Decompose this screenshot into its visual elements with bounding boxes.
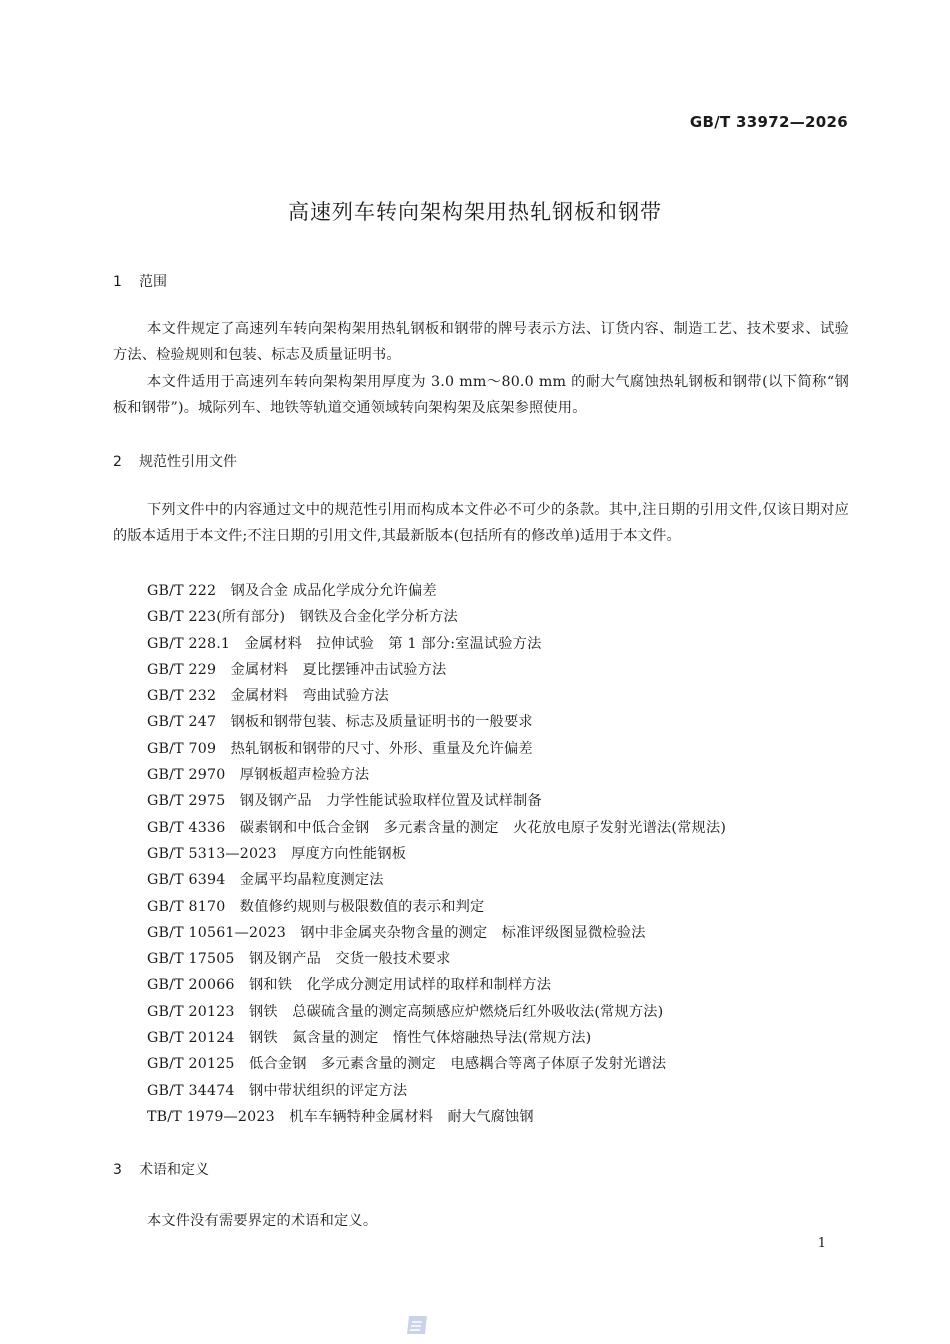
list-item: GB/T 709 热轧钢板和钢带的尺寸、外形、重量及允许偏差 xyxy=(147,740,533,757)
list-item: GB/T 4336 碳素钢和中低合金钢 多元素含量的测定 火花放电原子发射光谱法(常规法) xyxy=(147,819,727,836)
section-number: 2 xyxy=(113,454,122,470)
list-item: GB/T 247 钢板和钢带包装、标志及质量证明书的一般要求 xyxy=(147,714,533,731)
section-heading-2 xyxy=(113,451,237,471)
paragraph: 本文件适用于高速列车转向架构架用厚度为 3.0 mm～80.0 mm 的耐大气腐蚀热轧钢板和钢带(以下简称“钢板和钢带”)。城际列车、地铁等轨道交通领域转向架构架及底架参照使用。 xyxy=(113,374,849,416)
section-title: 规范性引用文件 xyxy=(139,454,237,470)
section-heading-3 xyxy=(113,1159,209,1179)
list-item: GB/T 17505 钢及钢产品 交货一般技术要求 xyxy=(147,951,451,968)
list-item: GB/T 232 金属材料 弯曲试验方法 xyxy=(147,688,389,705)
section-number: 3 xyxy=(113,1162,122,1178)
list-item: GB/T 2975 钢及钢产品 力学性能试验取样位置及试样制备 xyxy=(147,793,542,810)
list-item: GB/T 20124 钢铁 氮含量的测定 惰性气体熔融热导法(常规方法) xyxy=(147,1030,592,1047)
list-item: GB/T 20125 低合金钢 多元素含量的测定 电感耦合等离子体原子发射光谱法 xyxy=(147,1056,667,1073)
normative-references-list xyxy=(147,578,726,1130)
section-number: 1 xyxy=(113,274,122,290)
paragraph: 下列文件中的内容通过文中的规范性引用而构成本文件必不可少的条款。其中,注日期的引用文件,仅该日期对应的版本适用于本文件;不注日期的引用文件,其最新版本(包括所有的修改单)适用于本文件。 xyxy=(113,502,849,544)
list-item: GB/T 20123 钢铁 总碳硫含量的测定高频感应炉燃烧后红外吸收法(常规方法) xyxy=(147,1003,664,1020)
list-item: GB/T 222 钢及合金 成品化学成分允许偏差 xyxy=(147,583,437,599)
section-heading-1 xyxy=(113,271,167,291)
list-item: GB/T 20066 钢和铁 化学成分测定用试样的取样和制样方法 xyxy=(147,977,552,994)
list-item: GB/T 10561—2023 钢中非金属夹杂物含量的测定 标准评级图显微检验法 xyxy=(147,924,646,941)
list-item: GB/T 34474 钢中带状组织的评定方法 xyxy=(147,1082,408,1099)
list-item: GB/T 229 金属材料 夏比摆锤冲击试验方法 xyxy=(147,661,447,678)
section-title: 术语和定义 xyxy=(139,1162,209,1178)
document-title: 高速列车转向架构架用热轧钢板和钢带 xyxy=(288,200,662,224)
list-item: GB/T 228.1 金属材料 拉伸试验 第 1 部分:室温试验方法 xyxy=(147,635,542,652)
list-item: GB/T 5313—2023 厚度方向性能钢板 xyxy=(147,845,407,862)
list-item: TB/T 1979—2023 机车车辆特种金属材料 耐大气腐蚀钢 xyxy=(147,1108,534,1125)
list-item: GB/T 2970 厚钢板超声检验方法 xyxy=(147,767,370,784)
page-number: 1 xyxy=(817,1236,826,1251)
list-item: GB/T 223(所有部分) 钢铁及合金化学分析方法 xyxy=(147,609,458,626)
paragraph: 本文件规定了高速列车转向架构架用热轧钢板和钢带的牌号表示方法、订货内容、制造工艺、技术要求、试验方法、检验规则和包装、标志及质量证明书。 xyxy=(113,321,849,363)
list-item: GB/T 8170 数值修约规则与极限数值的表示和判定 xyxy=(147,898,485,915)
paragraph: 本文件没有需要界定的术语和定义。 xyxy=(147,1213,378,1229)
standard-code: GB/T 33972—2026 xyxy=(689,113,848,131)
section-title: 范围 xyxy=(139,274,167,290)
list-item: GB/T 6394 金属平均晶粒度测定法 xyxy=(147,872,384,889)
sac-logo-icon xyxy=(403,1314,431,1336)
